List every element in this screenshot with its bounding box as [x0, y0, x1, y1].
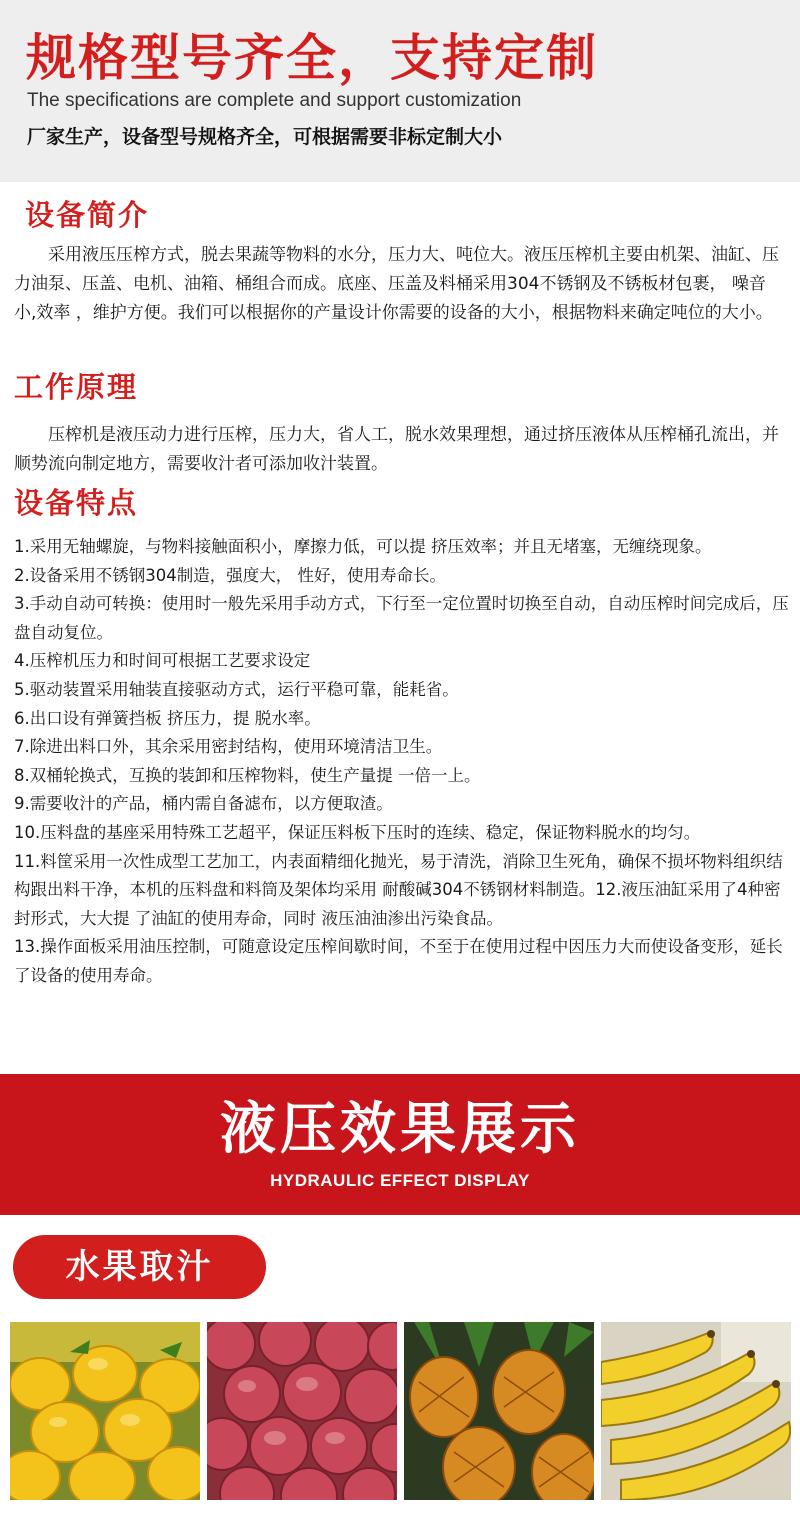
principle-heading: 工作原理	[14, 370, 139, 404]
banner-subtitle-cn: 厂家生产，设备型号规格齐全，可根据需要非标定制大小	[27, 126, 503, 148]
principle-text: 压榨机是液压动力进行压榨，压力大，省人工，脱水效果理想，通过挤压液体从压榨桶孔流出，并顺势流向制定地方，需要收汁者可添加收汁装置。	[14, 425, 779, 474]
feature-item-7: 7.除进出料口外，其余采用密封结构，使用环境清洁卫生。	[14, 737, 443, 757]
intro-text: 采用液压压榨方式，脱去果蔬等物料的水分，压力大、吨位大。液压压榨机主要由机架、油缸、压力油泵、压盖、电机、油箱、桶组合而成。底座、压盖及料桶采用304不锈钢及不锈板材包裹， 噪音小,效率 ，维护方便。我们可以根据你的产量设计你需要的设备的大小，根据物料来确定吨位的大小。	[14, 245, 779, 323]
display-subtitle: HYDRAULIC EFFECT DISPLAY	[270, 1171, 530, 1190]
intro-heading: 设备简介	[25, 198, 150, 232]
feature-item-4: 4.压榨机压力和时间可根据工艺要求设定	[14, 651, 311, 671]
feature-item-6: 6.出口设有弹簧挡板 挤压力，提 脱水率。	[14, 708, 321, 728]
display-title: 液压效果展示	[220, 1096, 580, 1162]
banner-title: 规格型号齐全，支持定制	[26, 29, 598, 87]
photo-pineapples	[404, 1322, 594, 1500]
photo-apples	[207, 1322, 397, 1500]
features-heading: 设备特点	[14, 486, 139, 520]
category-pill: 水果取汁	[13, 1235, 266, 1299]
feature-item-13: 13.操作面板采用油压控制，可随意设定压榨间歇时间，不至于在使用过程中因压力大而使设备变形，延长了设备的使用寿命。	[14, 937, 783, 985]
photo-bananas	[601, 1322, 791, 1500]
photo-lemons	[10, 1322, 200, 1500]
feature-item-11: 11.料筐采用一次性成型工艺加工，内表面精细化抛光，易于清洗，消除卫生死角，确保不损坏物料组织结构跟出料干净，本机的压料盘和料筒及架体均采用 耐酸碱304不锈钢材料制造。12.液压油缸采用了4种密封形式，大大提 了油缸的使用寿命，同时 液压油油渗出污染食品。	[14, 851, 783, 928]
feature-item-5: 5.驱动装置采用轴装直接驱动方式，运行平稳可靠，能耗省。	[14, 679, 459, 699]
feature-item-10: 10.压料盘的基座采用特殊工艺超平，保证压料板下压时的连续、稳定，保证物料脱水的均匀。	[14, 822, 701, 842]
feature-item-9: 9.需要收汁的产品，桶内需自备滤布，以方便取渣。	[14, 794, 393, 814]
display-band	[0, 1074, 800, 1215]
features-list	[14, 533, 792, 991]
banner-subtitle-en: The specifications are complete and support customization	[27, 90, 522, 111]
top-banner	[0, 0, 800, 182]
feature-item-8: 8.双桶轮换式，互换的装卸和压榨物料，使生产量提 一倍一上。	[14, 765, 481, 785]
feature-item-1: 1.采用无轴螺旋，与物料接触面积小，摩擦力低，可以提 挤压效率；并且无堵塞，无缠绕现象。	[14, 537, 712, 556]
feature-item-3: 3.手动自动可转换：使用时一般先采用手动方式，下行至一定位置时切换至自动，自动压榨时间完成后，压盘自动复位。	[14, 594, 789, 642]
feature-item-2: 2.设备采用不锈钢304制造，强度大， 性好，使用寿命长。	[14, 565, 446, 585]
